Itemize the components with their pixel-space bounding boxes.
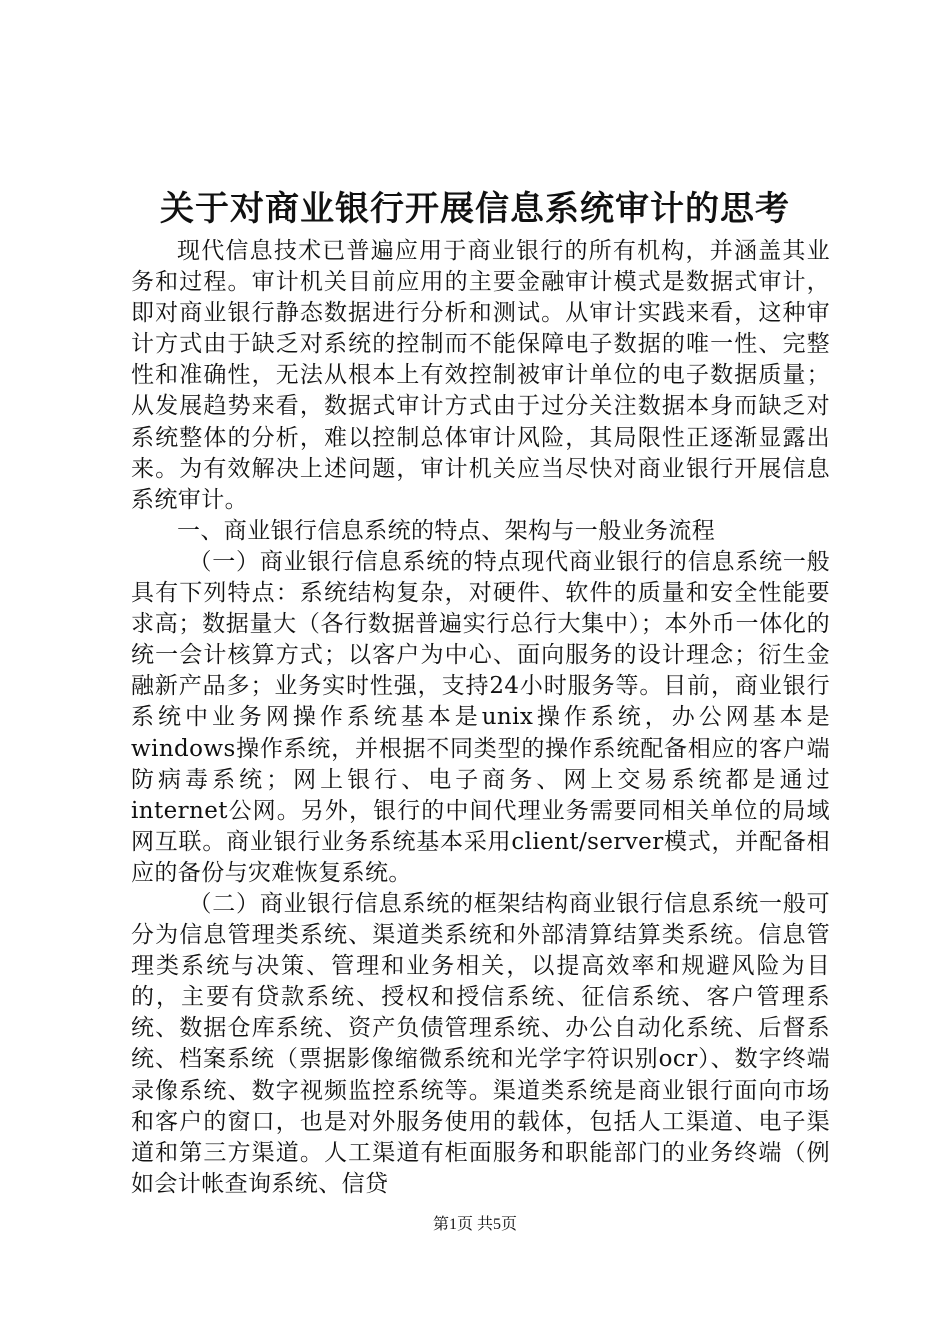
document-title: 关于对商业银行开展信息系统审计的思考 xyxy=(160,189,790,229)
paragraph-intro: 现代信息技术已普遍应用于商业银行的所有机构，并涵盖其业务和过程。审计机关目前应用的主要金融审计模式是数据式审计，即对商业银行静态数据进行分析和测试。从审计实践来看，这种审计方式由于缺乏对系统的控制而不能保障电子数据的唯一性、完整性和准确性，无法从根本上有效控制被审计单位的电子数据质量；从发展趋势来看，数据式审计方式由于过分关注数据本身而缺乏对系统整体的分析，难以控制总体审计风险，其局限性正逐渐显露出来。为有效解决上述问题，审计机关应当尽快对商业银行开展信息系统审计。 xyxy=(131,238,830,513)
paragraph-features: （一）商业银行信息系统的特点现代商业银行的信息系统一般具有下列特点：系统结构复杂，对硬件、软件的质量和安全性能要求高；数据量大（各行数据普遍实行总行大集中）；本外币一体化的统一会计核算方式；以客户为中心、面向服务的设计理念；衍生金融新产品多；业务实时性强，支持24小时服务等。目前，商业银行系统中业务网操作系统基本是unix操作系统，办公网基本是windows操作系统，并根据不同类型的操作系统配备相应的客户端防病毒系统；网上银行、电子商务、网上交易系统都是通过internet公网。另外，银行的中间代理业务需要同相关单位的局域网互联。商业银行业务系统基本采用client/server模式，并配备相应的备份与灾难恢复系统。 xyxy=(131,548,830,886)
section-heading: 一、商业银行信息系统的特点、架构与一般业务流程 xyxy=(177,517,716,544)
paragraph-architecture: （二）商业银行信息系统的框架结构商业银行信息系统一般可分为信息管理类系统、渠道类系统和外部清算结算类系统。信息管理类系统与决策、管理和业务相关，以提高效率和规避风险为目的，主要有贷款系统、授权和授信系统、征信系统、客户管理系统、数据仓库系统、资产负债管理系统、办公自动化系统、后督系统、档案系统（票据影像缩微系统和光学字符识别ocr）、数字终端录像系统、数字视频监控系统等。渠道类系统是商业银行面向市场和客户的窗口，也是对外服务使用的载体，包括人工渠道、电子渠道和第三方渠道。人工渠道有柜面服务和职能部门的业务终端（例如会计帐查询系统、信贷 xyxy=(131,890,830,1197)
page-number-footer: 第1页 共5页 xyxy=(432,1216,517,1233)
document-body xyxy=(131,236,830,1200)
